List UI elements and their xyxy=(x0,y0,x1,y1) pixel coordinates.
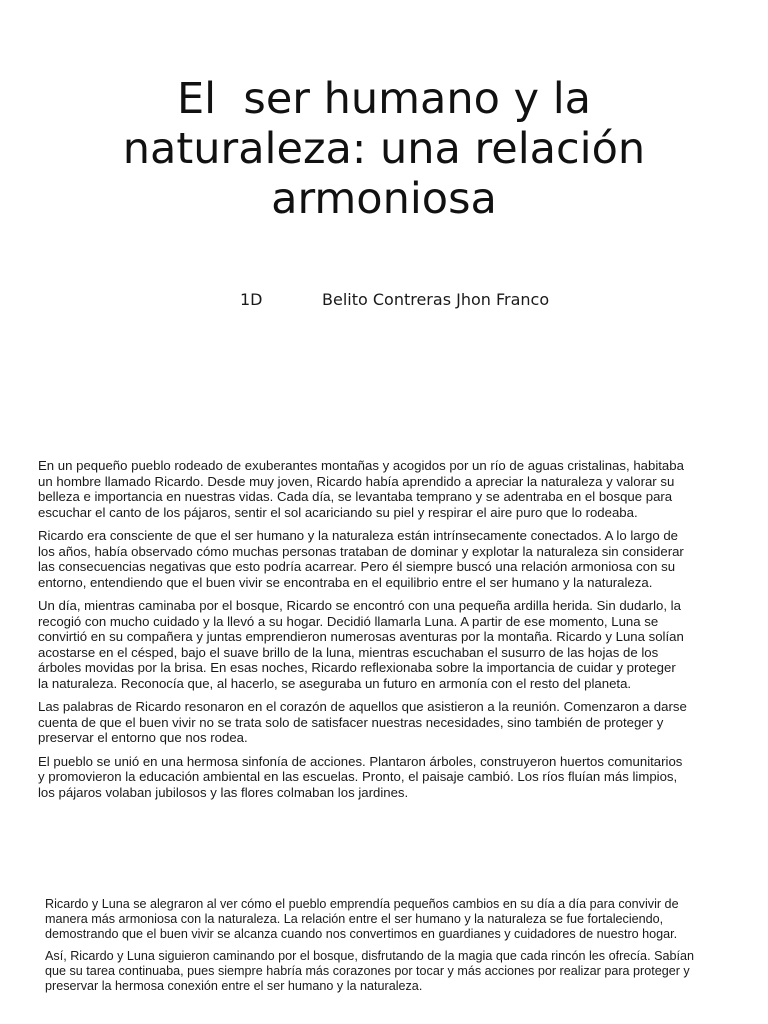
paragraph: Ricardo era consciente de que el ser humano y la naturaleza están intrínsecamente conectados. A lo largo de los años, había observado cómo muchas personas trataban de dominar y explotar la naturaleza sin considerar las consecuencias negativas que esto podría acarrear. Pero él siempre buscó una relación armoniosa con su entorno, entendiendo que el buen vivir se encontraba en el equilibrio entre el ser humano y la naturaleza. xyxy=(38,528,684,590)
paragraph: Así, Ricardo y Luna siguieron caminando por el bosque, disfrutando de la magia que cada rincón les ofrecía. Sabían que su tarea continuaba, pues siempre habría más corazones por tocar y más acciones por realizar para proteger y preservar la hermosa conexión entre el ser humano y la naturaleza. xyxy=(45,949,694,993)
paragraph: En un pequeño pueblo rodeado de exuberantes montañas y acogidos por un río de aguas cristalinas, habitaba un hombre llamado Ricardo. Desde muy joven, Ricardo había aprendido a apreciar la naturaleza y valorar su belleza e importancia en nuestras vidas. Cada día, se levantaba temprano y se adentraba en el bosque para escuchar el canto de los pájaros, sentir el sol acariciando su piel y respirar el aire puro que lo rodeaba. xyxy=(38,458,684,520)
author-name: Belito Contreras Jhon Franco xyxy=(322,290,550,309)
paragraph: Las palabras de Ricardo resonaron en el corazón de aquellos que asistieron a la reunión. Comenzaron a darse cuenta de que el buen vivir no se trata solo de satisfacer nuestras necesidades, sino también de proteger y preservar el entorno que nos rodea. xyxy=(38,699,687,745)
story-body xyxy=(38,458,688,808)
group-code: 1D xyxy=(240,290,263,309)
document-title: El ser humano y la naturaleza: una relación armoniosa xyxy=(122,74,659,224)
paragraph: Ricardo y Luna se alegraron al ver cómo el pueblo emprendía pequeños cambios en su día a día para convivir de manera más armoniosa con la naturaleza. La relación entre el ser humano y la naturaleza se fue fortaleciendo, demostrando que el buen vivir se alcanza cuando nos convertimos en guardianes y cuidadores de nuestro hogar. xyxy=(45,897,679,941)
story-closing xyxy=(45,897,700,1001)
paragraph: El pueblo se unió en una hermosa sinfonía de acciones. Plantaron árboles, construyeron huertos comunitarios y promovieron la educación ambiental en las escuelas. Pronto, el paisaje cambió. Los ríos fluían más limpios, los pájaros volaban jubilosos y las flores colmaban los jardines. xyxy=(38,753,683,800)
paragraph: Un día, mientras caminaba por el bosque, Ricardo se encontró con una pequeña ardilla herida. Sin dudarlo, la recogió con mucho cuidado y la llevó a su hogar. Decidió llamarla Luna. A partir de ese momento, Luna se convirtió en su compañera y juntas emprendieron numerosas aventuras por la montaña. Ricardo y Luna solían acostarse en el césped, bajo el suave brillo de la luna, mientras escuchaban el susurro de las hojas de los árboles movidas por la brisa. En esas noches, Ricardo reflexionaba sobre la importancia de cuidar y proteger la naturaleza. Reconocía que, al hacerlo, se aseguraba un futuro en armonía con el resto del planeta. xyxy=(38,598,684,691)
author-line xyxy=(0,290,768,312)
